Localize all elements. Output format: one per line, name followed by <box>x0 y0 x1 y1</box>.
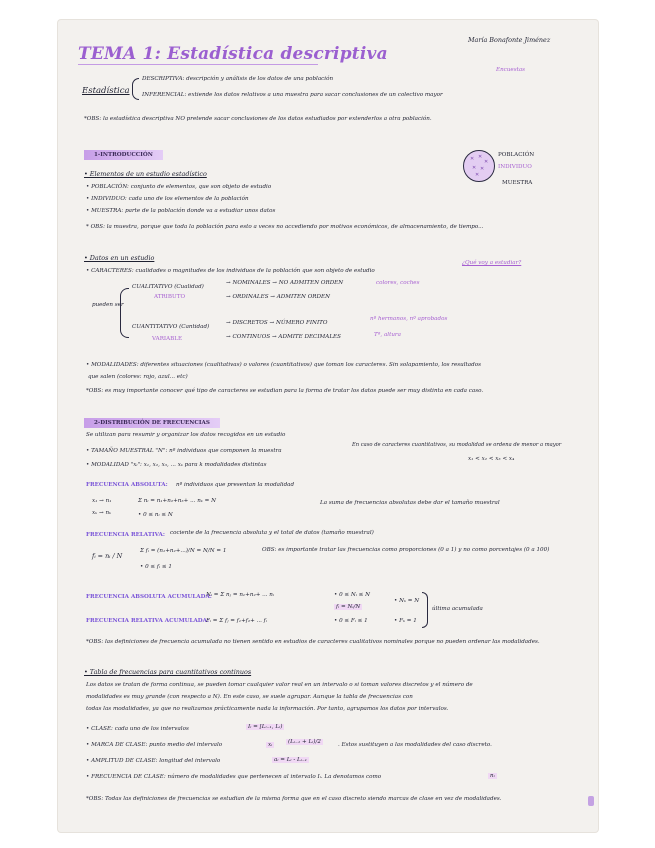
abs-acum-title: FRECUENCIA ABSOLUTA ACUMULADA: <box>86 594 212 600</box>
marca-box: (Lᵢ₋₁ + Lᵢ)/2 <box>288 739 321 745</box>
abs-acum-formula: Nᵢ = Σ nⱼ = n₁+n₂+ ... nᵢ <box>206 592 275 598</box>
cualitativo-label: CUALITATIVO (Cualidad) <box>132 284 204 290</box>
rel-acum-formula: Fᵢ = Σ fⱼ = f₁+f₂+ ... fᵢ <box>206 618 267 624</box>
continuos-label: → CONTINUOS → ADMITE DECIMALES <box>226 334 341 340</box>
notes-page <box>58 20 598 832</box>
encuestas-note: Encuestas <box>496 67 526 73</box>
cuantitativo-label: CUANTITATIVO (Cantidad) <box>132 324 210 330</box>
rel-acum-range: • 0 ≤ Fᵢ ≤ 1 <box>334 618 368 624</box>
freq-clase-def: • FRECUENCIA DE CLASE: número de modalidades que pertenecen al intervalo Iᵢ. La denotamos como <box>86 774 382 780</box>
tabla-obs: *OBS: Todas las definiciones de frecuencias se estudian de la misma forma que en el caso discreto siendo marcas de clase en vez de modalidades. <box>86 796 502 802</box>
tabla-title: • Tabla de frecuencias para cuantitativos continuos <box>84 668 252 676</box>
freq-abs-title: FRECUENCIA ABSOLUTA: <box>86 482 168 488</box>
modalidades-def: • MODALIDADES: diferentes situaciones (cualitativas) o valores (cuantitativos) que toman los caracteres. Sin solapamiento, los resultados <box>86 362 481 368</box>
freq-rel-formula: fᵢ = nᵢ / N <box>92 552 123 560</box>
modalidad-def: • MODALIDAD "xᵢ": x₁, x₂, x₃, ... xₖ para k modalidades distintas <box>86 462 267 468</box>
nominales-label: → NOMINALES → NO ADMITEN ORDEN <box>226 280 344 286</box>
individuo-def: • INDIVIDUO: cada uno de los elementos de la población <box>86 196 249 202</box>
diagram-individuo-label: INDIVIDUO <box>498 164 532 170</box>
descriptiva-text: DESCRIPTIVA: descripción y análisis de los datos de una población <box>142 76 334 82</box>
elementos-title: • Elementos de un estudio estadístico <box>84 170 207 178</box>
datos-title: • Datos en un estudio <box>84 254 155 262</box>
caracteres-def: • CARACTERES: cualidades o magnitudes de los individuos de la población que son objeto de estudio <box>86 268 375 274</box>
author-name: María Bonafonte Jiménez <box>468 36 551 44</box>
title-underline <box>78 64 318 65</box>
clase-box: Iᵢ = [Lᵢ₋₁, Lᵢ) <box>248 724 283 730</box>
tabla-p2: modalidades es muy grande (con respecto a N). En este caso, se suele agrupar. Aunque la tabla de frecuencias con <box>86 694 413 700</box>
tabla-p1: Los datos se tratan de forma continua, se pueden tomar cualquier valor real en un intervalo o si toman valores discretos y el número de <box>86 682 473 688</box>
freq-rel-range: • 0 ≤ fᵢ ≤ 1 <box>140 564 172 570</box>
inferencial-text: INFERENCIAL: extiende los datos relativos a una muestra para sacar conclusiones de un colectivo mayor <box>142 92 443 98</box>
freq-abs-note: La suma de frecuencias absolutas debe dar el tamaño muestral <box>320 500 500 506</box>
poblacion-def: • POBLACIÓN: conjunto de elementos, que son objeto de estudio <box>86 184 272 190</box>
pueden-ser-label: pueden ser <box>92 302 124 308</box>
freq-abs-map-1: x₁ → n₁ <box>92 498 112 504</box>
frecuencias-intro: Se utilizan para resumir y organizar los datos recogidos en un estudio <box>86 432 286 438</box>
marca-x: xᵢ <box>268 742 273 748</box>
amplitud-box: aᵢ = Lᵢ - Lᵢ₋₁ <box>274 757 308 763</box>
ultima-acumulada: última acumulada <box>432 606 483 612</box>
nominales-example: colores, coches <box>376 280 420 286</box>
freq-rel-sum: Σ fᵢ = (n₁+n₂+...)/N = N/N = 1 <box>140 548 227 554</box>
continuos-example: Tª, altura <box>374 332 401 338</box>
abs-acum-nk: • Nₖ = N <box>394 598 420 604</box>
orden-modalidades: x₁ < x₂ < x₃ < x₄ <box>468 456 515 462</box>
freq-abs-sum: Σ nᵢ = n₁+n₂+n₃+ ... nₖ = N <box>138 498 216 504</box>
ordinales-label: → ORDINALES → ADMITEN ORDEN <box>226 294 330 300</box>
population-diagram: ✕ ✕ ✕ ✕ ✕ ✕ <box>463 150 495 182</box>
page-title: TEMA 1: Estadística descriptiva <box>78 44 388 64</box>
freq-abs-range: • 0 ≤ nᵢ ≤ N <box>138 512 173 518</box>
page-corner-tab <box>588 796 594 806</box>
freq-clase-box: nᵢ <box>490 773 495 779</box>
rel-acum-title: FRECUENCIA RELATIVA ACUMULADA: <box>86 618 210 624</box>
tabla-p3: todas las modalidades, ya que no realizamos prácticamente nada la información. Por tanto, agrupamos los datos por intervalos. <box>86 706 449 712</box>
clase-def: • CLASE: cada uno de los intervalos <box>86 726 189 732</box>
rel-acum-fk: • Fₖ = 1 <box>394 618 417 624</box>
orden-nota: En caso de caracteres cuantitativos, su modalidad se ordena de menor a mayor <box>352 442 562 448</box>
diagram-muestra-label: MUESTRA <box>502 180 533 186</box>
freq-rel-obs: OBS: es importante tratar las frecuencias como proporciones (0 a 1) y no como porcentajes (0 a 100) <box>262 547 550 553</box>
tipos-brace <box>120 288 129 338</box>
abs-acum-range: • 0 ≤ Nᵢ ≤ N <box>334 592 371 598</box>
estadistica-label: Estadística <box>82 86 130 96</box>
discretos-label: → DISCRETOS → NÚMERO FINITO <box>226 320 328 326</box>
diagram-poblacion-label: POBLACIÓN <box>498 152 535 158</box>
atributo-label: ATRIBUTO <box>154 294 186 300</box>
modalidades-def-2: que salen (colores: rojo, azul... etc) <box>88 374 188 380</box>
freq-rel-title: FRECUENCIA RELATIVA: <box>86 532 165 538</box>
amplitud-def: • AMPLITUD DE CLASE: longitud del intervalo <box>86 758 221 764</box>
intro-obs: *OBS: la estadística descriptiva NO pretende sacar conclusiones de los datos estudiados por extenderlos a otra población. <box>84 116 432 122</box>
muestra-def: • MUESTRA: parte de la población donde va a estudiar unos datos <box>86 208 276 214</box>
tamano-muestral: • TAMAÑO MUESTRAL "N": nº individuos que componen la muestra <box>86 448 282 454</box>
section-2-header: 2-DISTRIBUCIÓN DE FRECUENCIAS <box>84 418 220 428</box>
freq-abs-map-2: xₖ → nₖ <box>92 510 112 516</box>
discretos-example: nº hermanos, nº aprobados <box>370 316 448 322</box>
section-1-header: 1-INTRODUCCIÓN <box>84 150 163 160</box>
marca-note: . Estos sustituyen a las modalidades del caso discreto. <box>338 742 492 748</box>
estadistica-brace <box>132 78 139 100</box>
ultima-brace <box>422 592 428 628</box>
caracteres-obs: *OBS: es muy importante conocer qué tipo de caracteres se estudian para la forma de tratar los datos puede ser muy distinta en cada caso. <box>86 388 484 394</box>
abs-acum-box: fᵢ = Nᵢ/N <box>336 604 361 610</box>
acumulada-obs: *OBS: las definiciones de frecuencia acumulada no tienen sentido en estudios de caracteres cualitativos nominales porque no pueden ordenar las modalidades. <box>86 639 540 645</box>
marca-def: • MARCA DE CLASE: punto medio del intervalo <box>86 742 223 748</box>
que-voy-a-estudiar: ¿Qué voy a estudiar? <box>462 260 522 266</box>
muestra-obs: * OBS: la muestra, porque que toda la población para esto a veces no accediendo por motivos económicos, de almacenamiento, de tiempo... <box>86 224 484 230</box>
freq-rel-text: cociente de la frecuencia absoluta y el total de datos (tamaño muestral) <box>170 530 374 536</box>
variable-label: VARIABLE <box>152 336 183 342</box>
freq-abs-text: nº individuos que presentan la modalidad <box>176 482 295 488</box>
